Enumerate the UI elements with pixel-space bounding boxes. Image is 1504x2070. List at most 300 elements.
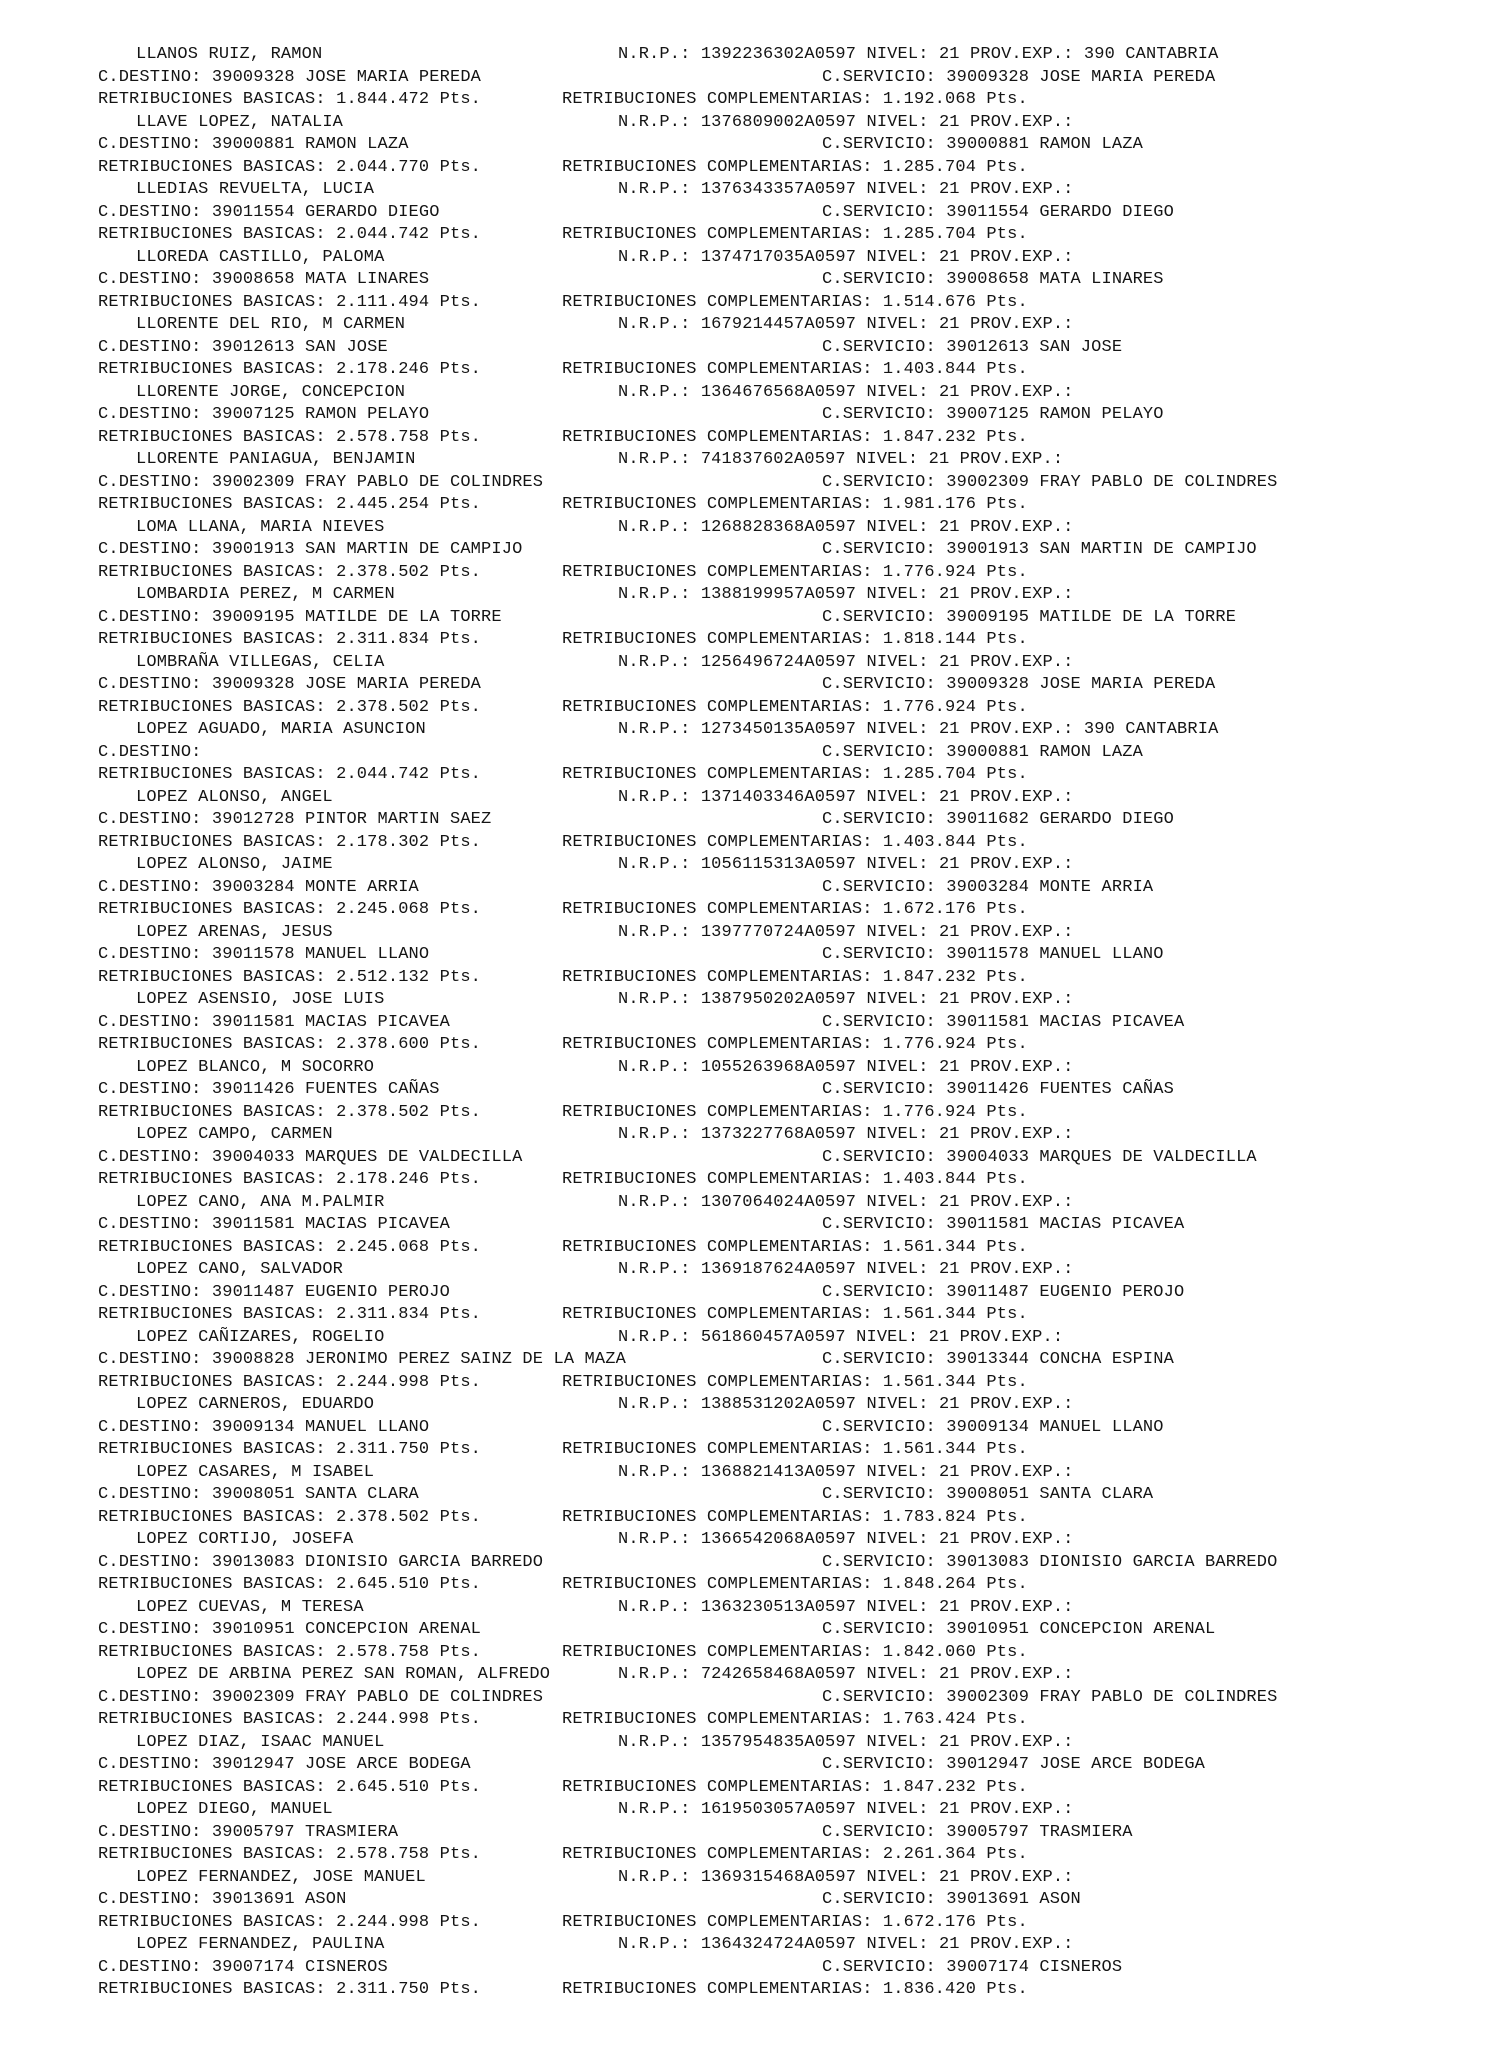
- currency-label: Pts.: [429, 1777, 482, 1797]
- nivel-value: 21: [928, 450, 950, 469]
- ret-complementarias: [562, 764, 1028, 787]
- ret-basicas-value: 2.378.600: [336, 1035, 430, 1054]
- ret-complementarias: [562, 359, 1028, 382]
- record-pay-line: [98, 89, 1478, 112]
- ret-complementarias-value: 1.285.704: [882, 765, 977, 784]
- ret-complementarias-value: 1.776.924: [882, 562, 977, 582]
- nivel-value: 21: [938, 1732, 960, 1752]
- ret-basicas: [98, 1304, 481, 1327]
- prov-exp-label: PROV.EXP.:: [959, 1665, 1074, 1684]
- nrp-label: N.R.P.:: [618, 922, 701, 942]
- nrp-label: N.R.P.:: [618, 1260, 701, 1279]
- ret-complementarias: [562, 427, 1028, 450]
- nrp-info: [618, 314, 1074, 337]
- record-center-line: [98, 1687, 1478, 1710]
- employee-name: LOPEZ ASENSIO, JOSE LUIS: [136, 990, 385, 1009]
- ret-basicas-value: 2.178.246: [336, 1170, 430, 1189]
- nrp-value: 1376343357A0597: [700, 180, 857, 199]
- nrp-info: [618, 1462, 1074, 1485]
- c-servicio-label: C.SERVICIO:: [822, 1147, 947, 1167]
- nrp-label: N.R.P.:: [618, 1327, 701, 1347]
- ret-complementarias-value: 1.776.924: [882, 1102, 977, 1122]
- currency-label: Pts.: [976, 1035, 1028, 1054]
- record-pay-line: [98, 1709, 1478, 1732]
- c-servicio-value: 39013344 CONCHA ESPINA: [946, 1350, 1174, 1369]
- prov-exp-label: PROV.EXP.:: [959, 1935, 1074, 1954]
- nrp-value: 1256496724A0597: [700, 652, 857, 672]
- nivel-value: 21: [938, 1935, 960, 1954]
- c-servicio-value: 39013083 DIONISIO GARCIA BARREDO: [946, 1552, 1278, 1572]
- c-destino: [98, 1484, 419, 1507]
- ret-complementarias-value: 1.818.144: [882, 630, 977, 649]
- currency-label: Pts.: [429, 427, 482, 447]
- c-destino: [98, 809, 491, 832]
- c-servicio: [822, 1957, 1122, 1980]
- c-servicio-value: 39011487 EUGENIO PEROJO: [946, 1282, 1185, 1302]
- nrp-value: 741837602A0597: [700, 450, 846, 469]
- currency-label: Pts.: [976, 1102, 1028, 1122]
- employee-name: LOPEZ CARNEROS, EDUARDO: [136, 1395, 375, 1414]
- c-destino: [98, 1282, 450, 1305]
- ret-basicas-label: RETRIBUCIONES BASICAS:: [98, 1440, 337, 1459]
- nrp-value: 1371403346A0597: [700, 787, 857, 807]
- currency-label: Pts.: [976, 1237, 1028, 1257]
- nrp-value: 1374717035A0597: [700, 247, 857, 267]
- c-servicio-label: C.SERVICIO:: [822, 877, 947, 897]
- c-servicio: [822, 202, 1174, 225]
- prov-exp-label: PROV.EXP.:: [959, 382, 1074, 402]
- ret-complementarias-value: 1.561.344: [882, 1372, 977, 1392]
- record-header-line: [98, 584, 1478, 607]
- currency-label: Pts.: [429, 1912, 482, 1932]
- ret-basicas-value: 2.311.834: [336, 630, 430, 649]
- record-header-line: [98, 1394, 1478, 1417]
- nrp-value: 1387950202A0597: [700, 990, 857, 1009]
- prov-exp-label: PROV.EXP.:: [959, 720, 1074, 739]
- c-destino-label: C.DESTINO:: [98, 337, 212, 357]
- currency-label: Pts.: [429, 900, 482, 919]
- ret-complementarias: [562, 832, 1028, 855]
- ret-complementarias-value: 1.561.344: [882, 1237, 977, 1257]
- record-center-line: [98, 1147, 1478, 1170]
- ret-basicas-label: RETRIBUCIONES BASICAS:: [98, 1035, 337, 1054]
- prov-exp-label: PROV.EXP.:: [959, 112, 1074, 132]
- nivel-label: NIVEL:: [856, 1935, 939, 1954]
- record-center-line: [98, 877, 1478, 900]
- ret-basicas-label: RETRIBUCIONES BASICAS:: [98, 832, 337, 852]
- ret-complementarias-value: 1.847.232: [882, 967, 977, 987]
- c-servicio-label: C.SERVICIO:: [822, 135, 947, 154]
- c-destino-label: C.DESTINO:: [98, 607, 212, 627]
- employee-record: [98, 1664, 1478, 1732]
- c-destino: [98, 1349, 626, 1372]
- record-header-line: [98, 1664, 1478, 1687]
- ret-complementarias: [562, 967, 1028, 990]
- nrp-label: N.R.P.:: [618, 1395, 701, 1414]
- nivel-value: 21: [938, 922, 960, 942]
- prov-exp-label: PROV.EXP.:: [959, 990, 1074, 1009]
- nrp-info: [618, 1732, 1074, 1755]
- c-servicio: [822, 1687, 1278, 1710]
- c-servicio-label: C.SERVICIO:: [822, 1282, 947, 1302]
- c-destino-value: 39009328 JOSE MARIA PEREDA: [211, 67, 482, 87]
- c-destino: [98, 134, 409, 157]
- nrp-label: N.R.P.:: [618, 990, 701, 1009]
- ret-basicas: [98, 629, 481, 652]
- c-destino-value: 39004033 MARQUES DE VALDECILLA: [211, 1147, 523, 1167]
- c-destino-value: 39000881 RAMON LAZA: [211, 135, 409, 154]
- c-destino-value: 39012728 PINTOR MARTIN SAEZ: [211, 810, 492, 829]
- ret-basicas-label: RETRIBUCIONES BASICAS:: [98, 967, 337, 987]
- c-destino-value: 39007125 RAMON PELAYO: [211, 405, 430, 424]
- record-center-line: [98, 1619, 1478, 1642]
- employee-name: LOPEZ CANO, SALVADOR: [136, 1260, 344, 1279]
- c-servicio-value: 39011578 MANUEL LLANO: [946, 945, 1164, 964]
- c-servicio-value: 39001913 SAN MARTIN DE CAMPIJO: [946, 540, 1257, 559]
- currency-label: Pts.: [976, 90, 1028, 109]
- currency-label: Pts.: [976, 1980, 1028, 1999]
- employee-name: LOPEZ FERNANDEZ, JOSE MANUEL: [136, 1867, 426, 1887]
- nivel-value: 21: [938, 1530, 960, 1549]
- nivel-label: NIVEL:: [856, 1395, 939, 1414]
- c-servicio-value: 39000881 RAMON LAZA: [946, 742, 1143, 762]
- ret-basicas: [98, 224, 481, 247]
- ret-basicas: [98, 1709, 481, 1732]
- currency-label: Pts.: [976, 630, 1028, 649]
- nivel-label: NIVEL:: [856, 1192, 939, 1212]
- currency-label: Pts.: [976, 1642, 1028, 1662]
- c-destino-label: C.DESTINO:: [98, 540, 212, 559]
- nrp-label: N.R.P.:: [618, 1192, 701, 1212]
- ret-basicas: [98, 1642, 481, 1665]
- nrp-info: [618, 854, 1074, 877]
- ret-basicas-value: 2.311.750: [336, 1440, 430, 1459]
- record-header-line: [98, 314, 1478, 337]
- record-center-line: [98, 1822, 1478, 1845]
- ret-complementarias-label: RETRIBUCIONES COMPLEMENTARIAS:: [562, 1777, 883, 1797]
- employee-name: LOMBRAÑA VILLEGAS, CELIA: [136, 652, 385, 672]
- record-center-line: [98, 944, 1478, 967]
- c-destino-value: 39012613 SAN JOSE: [211, 337, 388, 357]
- nivel-label: NIVEL:: [856, 247, 939, 267]
- nivel-label: NIVEL:: [856, 1462, 939, 1482]
- c-destino-value: 39011581 MACIAS PICAVEA: [211, 1012, 450, 1032]
- record-pay-line: [98, 427, 1478, 450]
- employee-record: [98, 922, 1478, 990]
- ret-basicas-label: RETRIBUCIONES BASICAS:: [98, 1237, 337, 1257]
- ret-complementarias-label: RETRIBUCIONES COMPLEMENTARIAS:: [562, 1575, 883, 1594]
- nivel-value: 21: [938, 1395, 960, 1414]
- ret-complementarias-label: RETRIBUCIONES COMPLEMENTARIAS:: [562, 495, 883, 514]
- currency-label: Pts.: [976, 225, 1028, 244]
- nivel-label: NIVEL:: [856, 652, 939, 672]
- record-center-line: [98, 809, 1478, 832]
- c-servicio: [822, 337, 1122, 360]
- record-pay-line: [98, 1642, 1478, 1665]
- employee-record: [98, 584, 1478, 652]
- prov-exp-label: PROV.EXP.:: [959, 652, 1074, 672]
- ret-basicas-label: RETRIBUCIONES BASICAS:: [98, 1912, 337, 1932]
- nrp-label: N.R.P.:: [618, 1530, 701, 1549]
- record-pay-line: [98, 359, 1478, 382]
- ret-basicas: [98, 1574, 481, 1597]
- ret-basicas-value: 2.378.502: [336, 1102, 430, 1122]
- c-destino-label: C.DESTINO:: [98, 810, 212, 829]
- prov-exp-label: PROV.EXP.:: [959, 922, 1074, 942]
- ret-complementarias-label: RETRIBUCIONES COMPLEMENTARIAS:: [562, 697, 883, 717]
- ret-complementarias-value: 1.192.068: [882, 90, 977, 109]
- c-servicio-value: 39009134 MANUEL LLANO: [946, 1417, 1164, 1437]
- nrp-info: [618, 1057, 1074, 1080]
- ret-basicas: [98, 1844, 481, 1867]
- record-pay-line: [98, 764, 1478, 787]
- nrp-info: [618, 1867, 1074, 1890]
- c-servicio-value: 39012613 SAN JOSE: [946, 337, 1123, 357]
- ret-basicas-value: 2.244.998: [336, 1710, 430, 1729]
- nrp-label: N.R.P.:: [618, 1597, 701, 1617]
- nivel-value: 21: [938, 1125, 960, 1144]
- ret-basicas: [98, 562, 481, 585]
- nrp-value: 1388199957A0597: [700, 585, 857, 604]
- record-pay-line: [98, 292, 1478, 315]
- c-servicio-label: C.SERVICIO:: [822, 1755, 947, 1774]
- c-servicio-value: 39008658 MATA LINARES: [946, 270, 1164, 289]
- ret-complementarias-value: 1.514.676: [882, 292, 977, 312]
- prov-exp-label: PROV.EXP.:: [959, 1395, 1074, 1414]
- record-header-line: [98, 1192, 1478, 1215]
- c-destino: [98, 1147, 522, 1170]
- record-pay-line: [98, 562, 1478, 585]
- c-destino-label: C.DESTINO:: [98, 1417, 212, 1437]
- record-center-line: [98, 337, 1478, 360]
- employee-name: LOPEZ AGUADO, MARIA ASUNCION: [136, 720, 426, 739]
- nivel-value: 21: [938, 585, 960, 604]
- ret-basicas: [98, 1102, 481, 1125]
- ret-basicas-value: 2.178.246: [336, 360, 430, 379]
- nrp-label: N.R.P.:: [618, 787, 701, 807]
- record-center-line: [98, 1552, 1478, 1575]
- employee-name: LLANOS RUIZ, RAMON: [136, 45, 323, 64]
- nrp-value: 1357954835A0597: [700, 1732, 857, 1752]
- ret-basicas: [98, 1372, 481, 1395]
- nrp-value: 1268828368A0597: [700, 517, 857, 537]
- c-destino-label: C.DESTINO:: [98, 1755, 212, 1774]
- personnel-listing: [98, 44, 1478, 2002]
- ret-basicas: [98, 899, 481, 922]
- currency-label: Pts.: [976, 765, 1028, 784]
- record-header-line: [98, 719, 1478, 742]
- ret-basicas-label: RETRIBUCIONES BASICAS:: [98, 292, 337, 312]
- prov-exp-label: PROV.EXP.:: [959, 1462, 1074, 1482]
- nrp-value: 1679214457A0597: [700, 315, 857, 334]
- nrp-info: [618, 584, 1074, 607]
- employee-record: [98, 1462, 1478, 1530]
- ret-complementarias-value: 1.403.844: [882, 1170, 977, 1189]
- employee-record: [98, 1934, 1478, 2002]
- record-pay-line: [98, 1372, 1478, 1395]
- c-destino-value: 39009195 MATILDE DE LA TORRE: [211, 607, 502, 627]
- record-header-line: [98, 382, 1478, 405]
- currency-label: Pts.: [429, 1980, 482, 1999]
- currency-label: Pts.: [429, 697, 482, 717]
- record-pay-line: [98, 157, 1478, 180]
- ret-complementarias-label: RETRIBUCIONES COMPLEMENTARIAS:: [562, 1305, 883, 1324]
- employee-record: [98, 1057, 1478, 1125]
- ret-complementarias-value: 1.403.844: [882, 832, 977, 852]
- employee-record: [98, 44, 1478, 112]
- c-destino-label: C.DESTINO:: [98, 742, 212, 762]
- nrp-info: [618, 922, 1074, 945]
- c-servicio-label: C.SERVICIO:: [822, 1620, 947, 1639]
- nrp-value: 1397770724A0597: [700, 922, 857, 942]
- ret-complementarias-value: 1.981.176: [882, 495, 977, 514]
- c-servicio-value: 39009195 MATILDE DE LA TORRE: [946, 607, 1237, 627]
- nivel-label: NIVEL:: [856, 1867, 939, 1887]
- nrp-value: 1368821413A0597: [700, 1462, 857, 1482]
- prov-exp-label: PROV.EXP.:: [959, 1057, 1074, 1077]
- c-destino-label: C.DESTINO:: [98, 405, 212, 424]
- nrp-label: N.R.P.:: [618, 1867, 701, 1887]
- prov-exp-label: PROV.EXP.:: [959, 1530, 1074, 1549]
- ret-complementarias-label: RETRIBUCIONES COMPLEMENTARIAS:: [562, 1980, 883, 1999]
- ret-complementarias-value: 1.848.264: [882, 1575, 977, 1594]
- ret-basicas-value: 2.044.770: [336, 157, 430, 177]
- nrp-info: [618, 1597, 1074, 1620]
- c-servicio: [822, 1889, 1081, 1912]
- ret-complementarias: [562, 1844, 1028, 1867]
- record-header-line: [98, 652, 1478, 675]
- ret-complementarias-label: RETRIBUCIONES COMPLEMENTARIAS:: [562, 90, 883, 109]
- employee-name: LOPEZ CORTIJO, JOSEFA: [136, 1530, 354, 1549]
- ret-basicas: [98, 697, 481, 720]
- currency-label: Pts.: [976, 427, 1028, 447]
- ret-complementarias-value: 1.285.704: [882, 157, 977, 177]
- c-destino: [98, 1687, 543, 1710]
- record-center-line: [98, 1889, 1478, 1912]
- ret-basicas-value: 2.245.068: [336, 1237, 430, 1257]
- employee-name: LLORENTE PANIAGUA, BENJAMIN: [136, 450, 416, 469]
- ret-basicas-label: RETRIBUCIONES BASICAS:: [98, 1980, 337, 1999]
- c-servicio: [822, 1417, 1164, 1440]
- ret-complementarias-value: 1.776.924: [882, 697, 977, 717]
- ret-complementarias-label: RETRIBUCIONES COMPLEMENTARIAS:: [562, 292, 883, 312]
- ret-basicas-value: 2.445.254: [336, 495, 430, 514]
- nrp-label: N.R.P.:: [618, 247, 701, 267]
- c-destino-label: C.DESTINO:: [98, 202, 212, 222]
- record-pay-line: [98, 967, 1478, 990]
- c-destino: [98, 1822, 398, 1845]
- employee-record: [98, 314, 1478, 382]
- record-header-line: [98, 787, 1478, 810]
- c-destino: [98, 1957, 388, 1980]
- c-servicio-label: C.SERVICIO:: [822, 540, 947, 559]
- c-destino: [98, 1079, 440, 1102]
- c-servicio-label: C.SERVICIO:: [822, 270, 947, 289]
- ret-basicas: [98, 1912, 481, 1935]
- nivel-label: NIVEL:: [856, 922, 939, 942]
- nrp-value: 1373227768A0597: [700, 1125, 857, 1144]
- prov-exp-label: PROV.EXP.:: [959, 1867, 1074, 1887]
- nivel-label: NIVEL:: [856, 1597, 939, 1617]
- record-pay-line: [98, 1237, 1478, 1260]
- ret-complementarias: [562, 89, 1028, 112]
- c-destino-value: 39011581 MACIAS PICAVEA: [211, 1215, 450, 1234]
- record-center-line: [98, 674, 1478, 697]
- nrp-info: [618, 112, 1074, 135]
- nivel-label: NIVEL:: [856, 382, 939, 402]
- nrp-info: [618, 652, 1074, 675]
- ret-complementarias: [562, 157, 1028, 180]
- currency-label: Pts.: [976, 1440, 1028, 1459]
- currency-label: Pts.: [429, 1845, 482, 1864]
- prov-exp-label: PROV.EXP.:: [959, 1800, 1074, 1819]
- ret-complementarias: [562, 1237, 1028, 1260]
- nrp-label: N.R.P.:: [618, 1057, 701, 1077]
- ret-basicas-label: RETRIBUCIONES BASICAS:: [98, 765, 337, 784]
- ret-basicas-value: 2.044.742: [336, 225, 430, 244]
- ret-basicas-label: RETRIBUCIONES BASICAS:: [98, 1710, 337, 1729]
- c-servicio: [822, 607, 1236, 630]
- currency-label: Pts.: [429, 967, 482, 987]
- prov-exp-label: PROV.EXP.:: [959, 787, 1074, 807]
- employee-record: [98, 1732, 1478, 1800]
- c-servicio-value: 39007174 CISNEROS: [946, 1957, 1123, 1977]
- ret-basicas-label: RETRIBUCIONES BASICAS:: [98, 495, 337, 514]
- c-servicio: [822, 1484, 1153, 1507]
- c-destino-label: C.DESTINO:: [98, 1822, 212, 1842]
- c-servicio-label: C.SERVICIO:: [822, 472, 947, 492]
- c-servicio-value: 39002309 FRAY PABLO DE COLINDRES: [946, 472, 1278, 492]
- nivel-value: 21: [938, 990, 960, 1009]
- nivel-value: 21: [928, 1327, 950, 1347]
- employee-record: [98, 247, 1478, 315]
- c-destino-label: C.DESTINO:: [98, 1552, 212, 1572]
- currency-label: Pts.: [976, 1372, 1028, 1392]
- ret-basicas-value: 2.178.302: [336, 832, 430, 852]
- c-destino-label: C.DESTINO:: [98, 1687, 212, 1707]
- nrp-value: 1363230513A0597: [700, 1597, 857, 1617]
- currency-label: Pts.: [976, 1777, 1028, 1797]
- nrp-value: 1273450135A0597: [700, 720, 857, 739]
- nivel-value: 21: [938, 1462, 960, 1482]
- employee-name: LLORENTE DEL RIO, M CARMEN: [136, 315, 406, 334]
- record-header-line: [98, 1597, 1478, 1620]
- record-pay-line: [98, 1507, 1478, 1530]
- ret-complementarias: [562, 1034, 1028, 1057]
- nivel-value: 21: [938, 1597, 960, 1617]
- ret-basicas-label: RETRIBUCIONES BASICAS:: [98, 225, 337, 244]
- c-servicio: [822, 809, 1174, 832]
- nivel-label: NIVEL:: [856, 585, 939, 604]
- currency-label: Pts.: [976, 562, 1028, 582]
- nrp-info: [618, 179, 1074, 202]
- ret-basicas: [98, 1979, 481, 2002]
- nrp-label: N.R.P.:: [618, 112, 701, 132]
- record-header-line: [98, 1057, 1478, 1080]
- employee-name: LOPEZ DIEGO, MANUEL: [136, 1800, 333, 1819]
- nrp-info: [618, 1327, 1063, 1350]
- ret-complementarias: [562, 1574, 1028, 1597]
- nrp-label: N.R.P.:: [618, 1125, 701, 1144]
- record-center-line: [98, 67, 1478, 90]
- nrp-info: [618, 1799, 1074, 1822]
- ret-complementarias: [562, 1102, 1028, 1125]
- employee-record: [98, 854, 1478, 922]
- nrp-info: [618, 247, 1074, 270]
- ret-basicas: [98, 1507, 481, 1530]
- nivel-value: 21: [938, 112, 960, 132]
- ret-complementarias-label: RETRIBUCIONES COMPLEMENTARIAS:: [562, 967, 883, 987]
